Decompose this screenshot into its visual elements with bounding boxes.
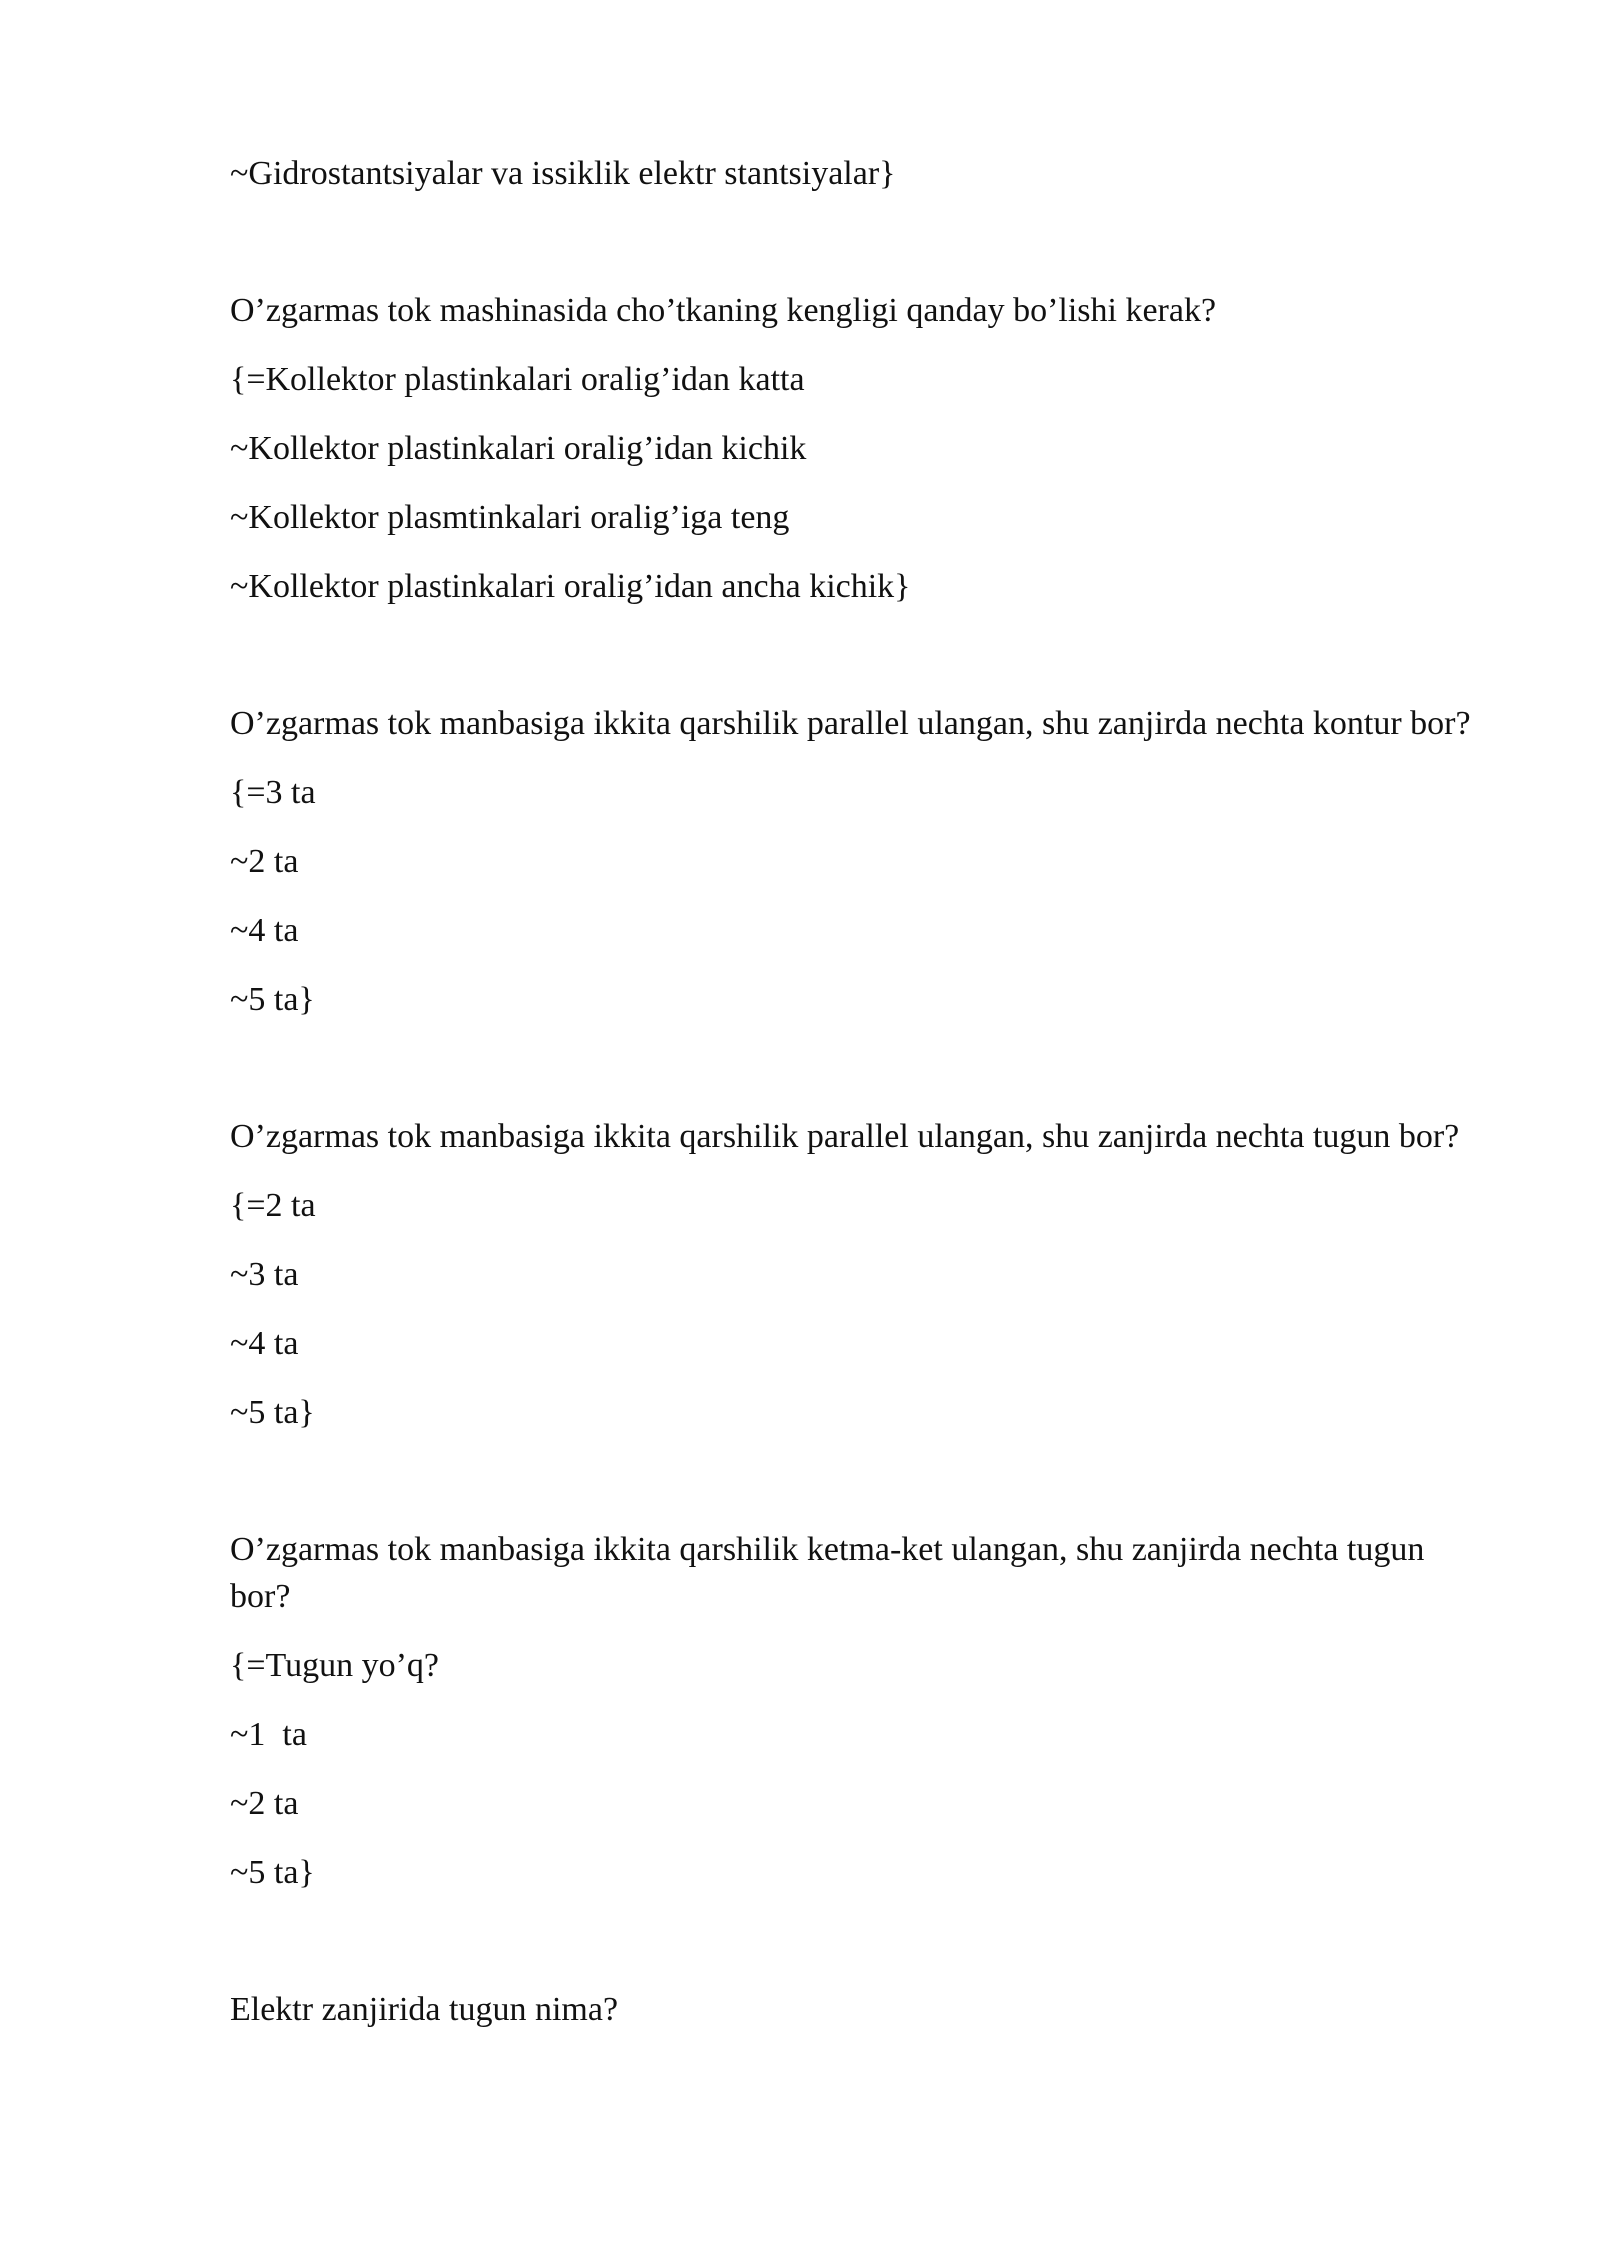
answer-option: {=2 ta [230,1187,316,1224]
answer-option: ~2 ta [230,843,299,880]
answer-option: {=Tugun yo’q? [230,1647,439,1684]
question-block [230,700,1490,1023]
question-text: O’zgarmas tok manbasiga ikkita qarshilik parallel ulangan, shu zanjirda nechta tugun bor? [230,1118,1460,1155]
answer-option: ~5 ta} [230,981,315,1018]
answer-option: ~3 ta [230,1256,299,1293]
spacer [230,219,1490,287]
answer-option: ~Kollektor plastinkalari oralig’idan kichik [230,430,807,467]
answer-option: ~Kollektor plastinkalari oralig’idan ancha kichik} [230,568,911,605]
answer-option: ~4 ta [230,912,299,949]
question-text: O’zgarmas tok manbasiga ikkita qarshilik parallel ulangan, shu zanjirda nechta kontur bor? [230,705,1471,742]
spacer [230,1045,1490,1113]
question-text: Elektr zanjirida tugun nima? [230,1991,619,2028]
spacer [230,632,1490,700]
answer-option: ~Gidrostantsiyalar va issiklik elektr stantsiyalar} [230,155,896,192]
answer-option: {=3 ta [230,774,316,811]
answer-option: ~5 ta} [230,1854,315,1891]
answer-option: ~5 ta} [230,1394,315,1431]
answer-option: ~4 ta [230,1325,299,1362]
question-text: O’zgarmas tok mashinasida cho’tkaning kengligi qanday bo’lishi kerak? [230,292,1217,329]
answer-option: ~2 ta [230,1785,299,1822]
spacer [230,1918,1490,1986]
document-page [230,150,1490,2055]
question-block [230,287,1490,610]
question-block [230,1526,1490,1896]
answer-option: ~Kollektor plasmtinkalari oralig’iga teng [230,499,790,536]
question-block [230,1113,1490,1436]
answer-option: {=Kollektor plastinkalari oralig’idan katta [230,361,805,398]
question-text: O’zgarmas tok manbasiga ikkita qarshilik ketma-ket ulangan, shu zanjirda nechta tugun bor? [230,1531,1425,1615]
spacer [230,1458,1490,1526]
question-block [230,1986,1490,2033]
answer-option: ~1 ta [230,1716,307,1753]
